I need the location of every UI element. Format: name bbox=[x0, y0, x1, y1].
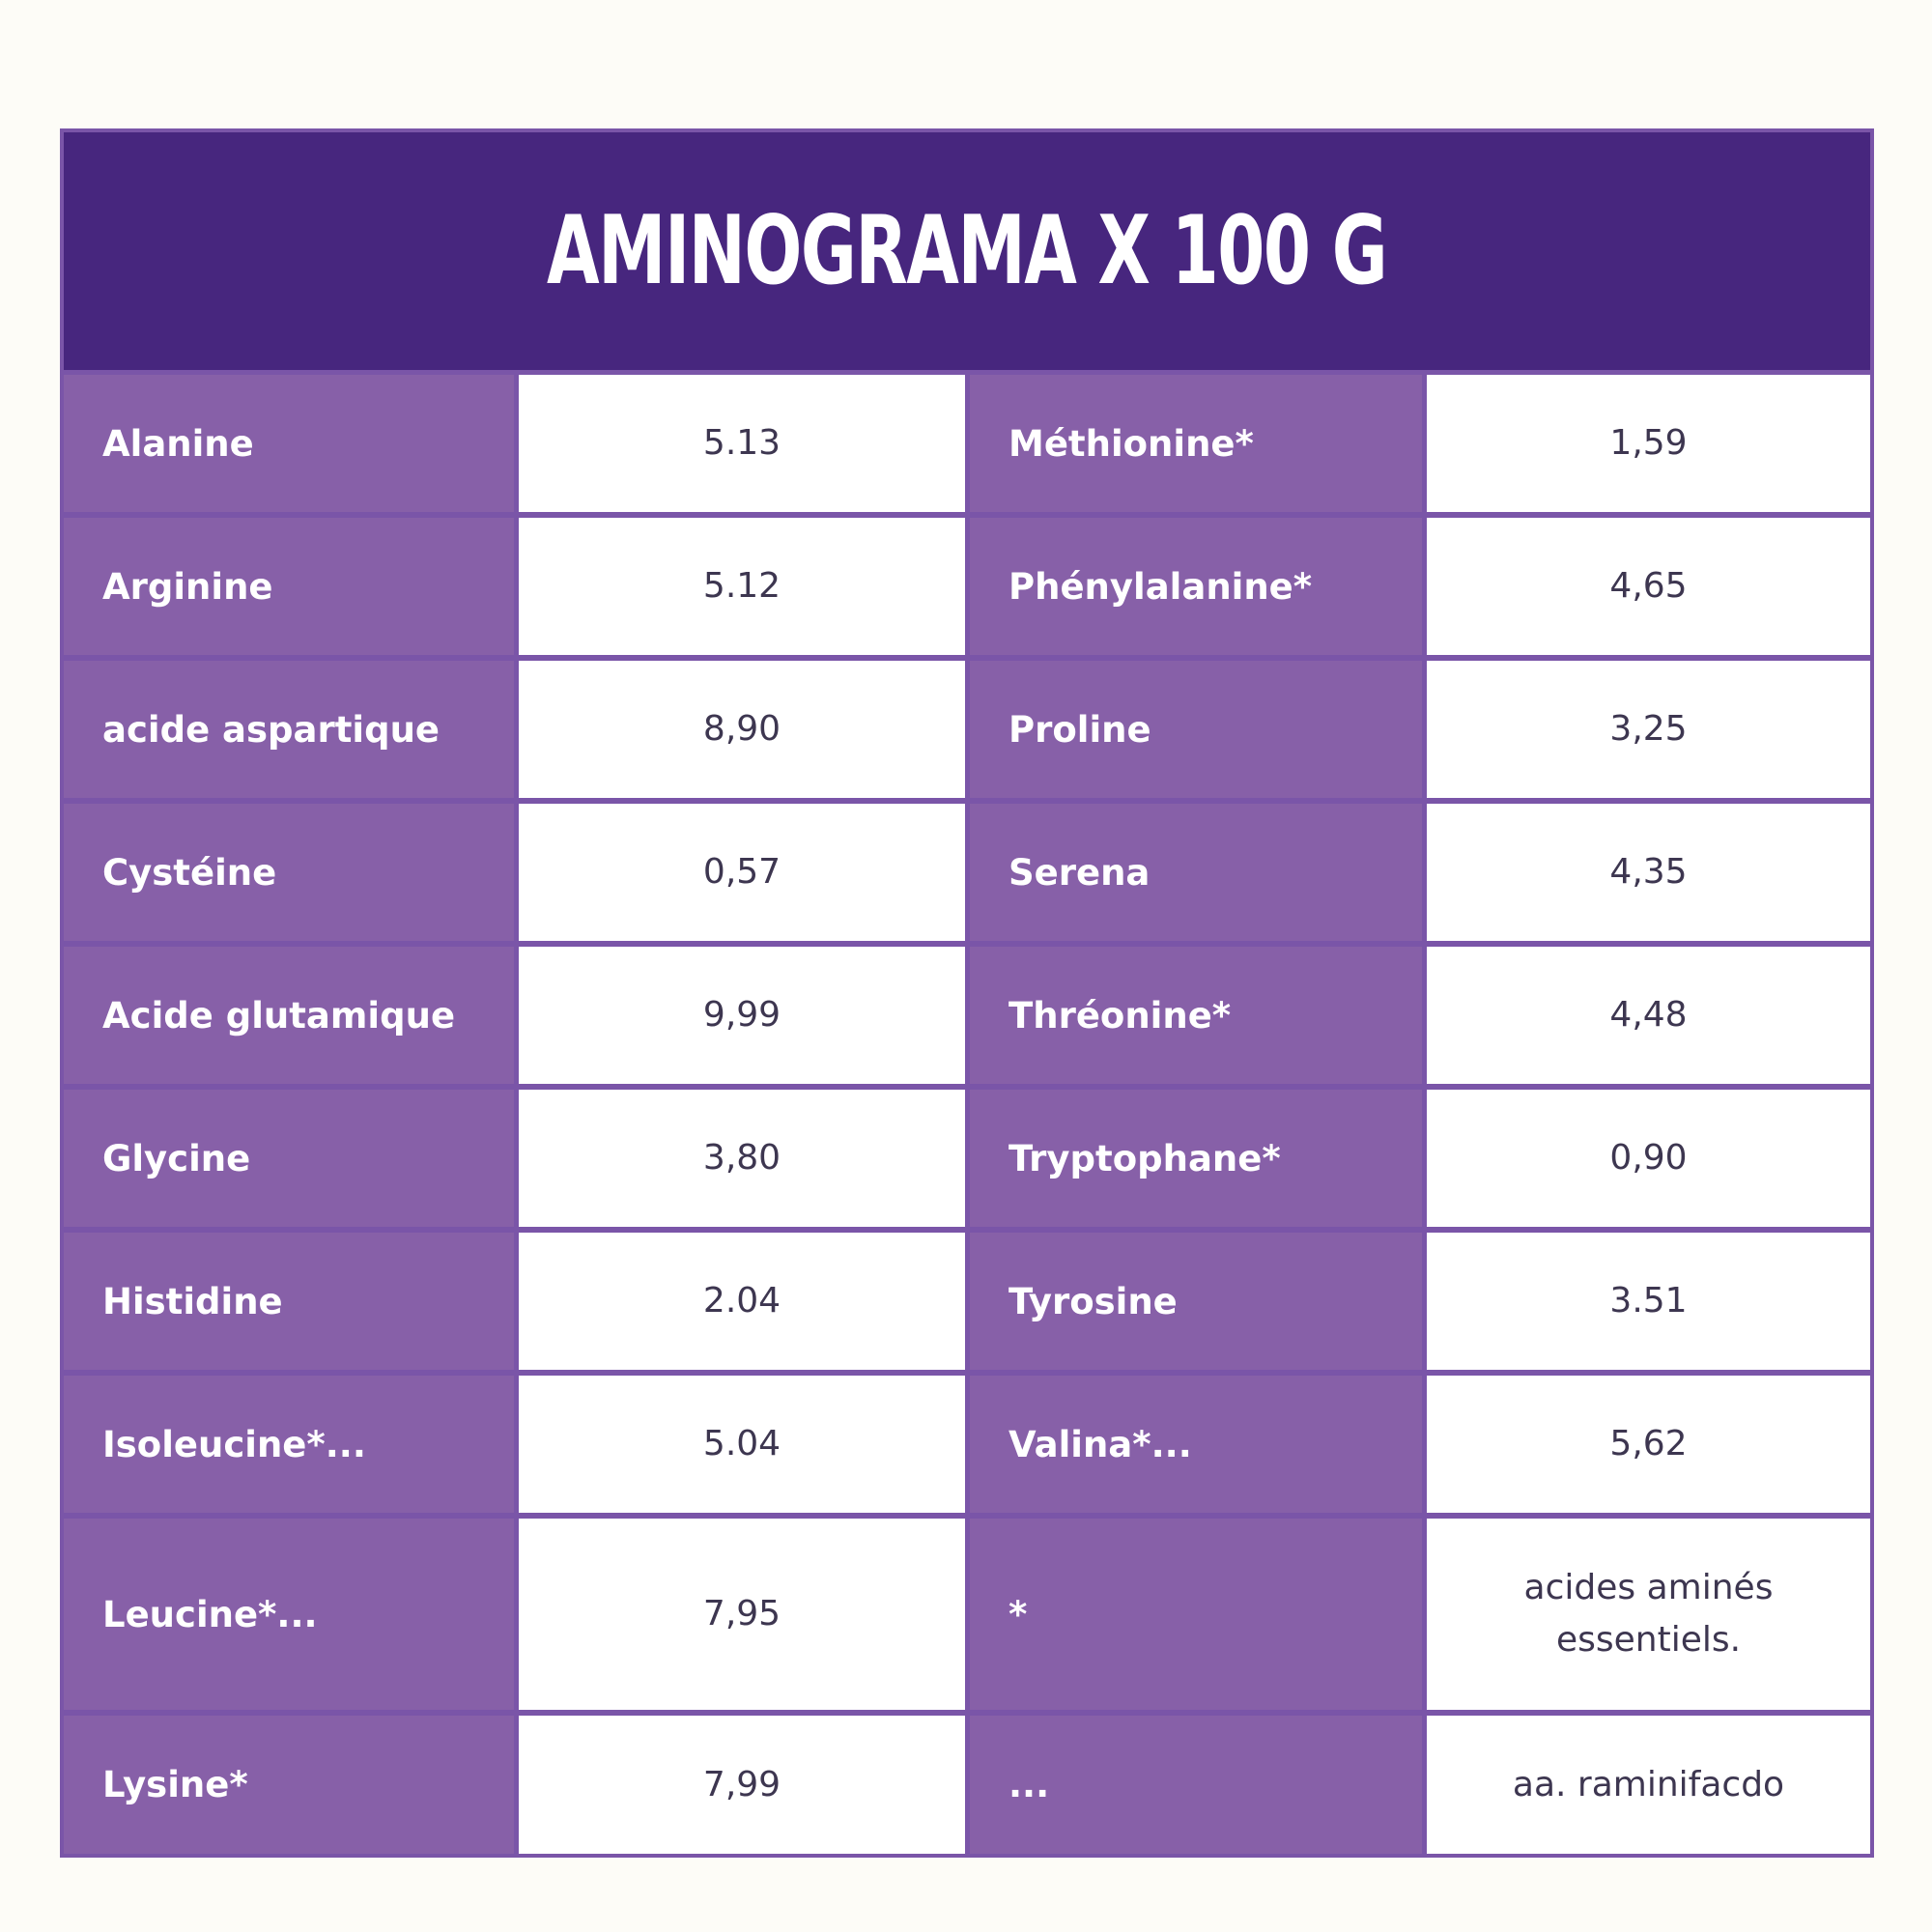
amino-acid-label: Glycine bbox=[64, 1090, 514, 1227]
table-title: AMINOGRAMA X 100 G bbox=[547, 196, 1387, 306]
amino-acid-label: Cystéine bbox=[64, 804, 514, 941]
amino-acid-label: Serena bbox=[970, 804, 1422, 941]
footnote-text bbox=[1427, 1519, 1870, 1710]
table-header bbox=[64, 132, 1870, 370]
table-row bbox=[64, 1233, 1870, 1370]
amino-acid-value: 1,59 bbox=[1427, 375, 1870, 512]
amino-acid-value: 3,80 bbox=[519, 1090, 965, 1227]
amino-acid-value: 4,48 bbox=[1427, 947, 1870, 1084]
table-row bbox=[64, 804, 1870, 941]
table-row bbox=[64, 947, 1870, 1084]
footnote-text-content: acides aminés essentiels. bbox=[1523, 1568, 1774, 1660]
amino-acid-value: 5.13 bbox=[519, 375, 965, 512]
table-row bbox=[64, 1376, 1870, 1513]
amino-acid-value: 3.51 bbox=[1427, 1233, 1870, 1370]
amino-acid-label: acide aspartique bbox=[64, 661, 514, 798]
amino-acid-value: 4,35 bbox=[1427, 804, 1870, 941]
amino-acid-value: 5.12 bbox=[519, 518, 965, 655]
footnote-symbol: * bbox=[970, 1519, 1422, 1710]
amino-acid-label: Tyrosine bbox=[970, 1233, 1422, 1370]
amino-acid-label: Isoleucine*... bbox=[64, 1376, 514, 1513]
amino-acid-value: 3,25 bbox=[1427, 661, 1870, 798]
footnote-symbol: ... bbox=[970, 1716, 1422, 1854]
amino-acid-label: Lysine* bbox=[64, 1716, 514, 1854]
amino-acid-value: 0,90 bbox=[1427, 1090, 1870, 1227]
amino-acid-label: Leucine*... bbox=[64, 1519, 514, 1710]
table-row bbox=[64, 518, 1870, 655]
amino-acid-label: Thréonine* bbox=[970, 947, 1422, 1084]
amino-acid-value: 2.04 bbox=[519, 1233, 965, 1370]
amino-acid-label: Acide glutamique bbox=[64, 947, 514, 1084]
amino-acid-value: 9,99 bbox=[519, 947, 965, 1084]
amino-acid-label: Arginine bbox=[64, 518, 514, 655]
table-row bbox=[64, 1090, 1870, 1227]
amino-acid-label: Proline bbox=[970, 661, 1422, 798]
table-row bbox=[64, 661, 1870, 798]
amino-acid-label: Histidine bbox=[64, 1233, 514, 1370]
amino-acid-value: 0,57 bbox=[519, 804, 965, 941]
amino-acid-label: Alanine bbox=[64, 375, 514, 512]
table-row bbox=[64, 1519, 1870, 1710]
amino-acid-label: Tryptophane* bbox=[970, 1090, 1422, 1227]
table-row bbox=[64, 1716, 1870, 1854]
amino-acid-value: 4,65 bbox=[1427, 518, 1870, 655]
footnote-text: aa. raminifacdo bbox=[1427, 1716, 1870, 1854]
amino-acid-label: Valina*... bbox=[970, 1376, 1422, 1513]
amino-acid-value: 5,62 bbox=[1427, 1376, 1870, 1513]
amino-acid-value: 8,90 bbox=[519, 661, 965, 798]
table-row bbox=[64, 375, 1870, 512]
amino-acid-label: Phénylalanine* bbox=[970, 518, 1422, 655]
amino-acid-value: 5.04 bbox=[519, 1376, 965, 1513]
amino-acid-label: Méthionine* bbox=[970, 375, 1422, 512]
amino-acid-value: 7,99 bbox=[519, 1716, 965, 1854]
amino-acid-value: 7,95 bbox=[519, 1519, 965, 1710]
